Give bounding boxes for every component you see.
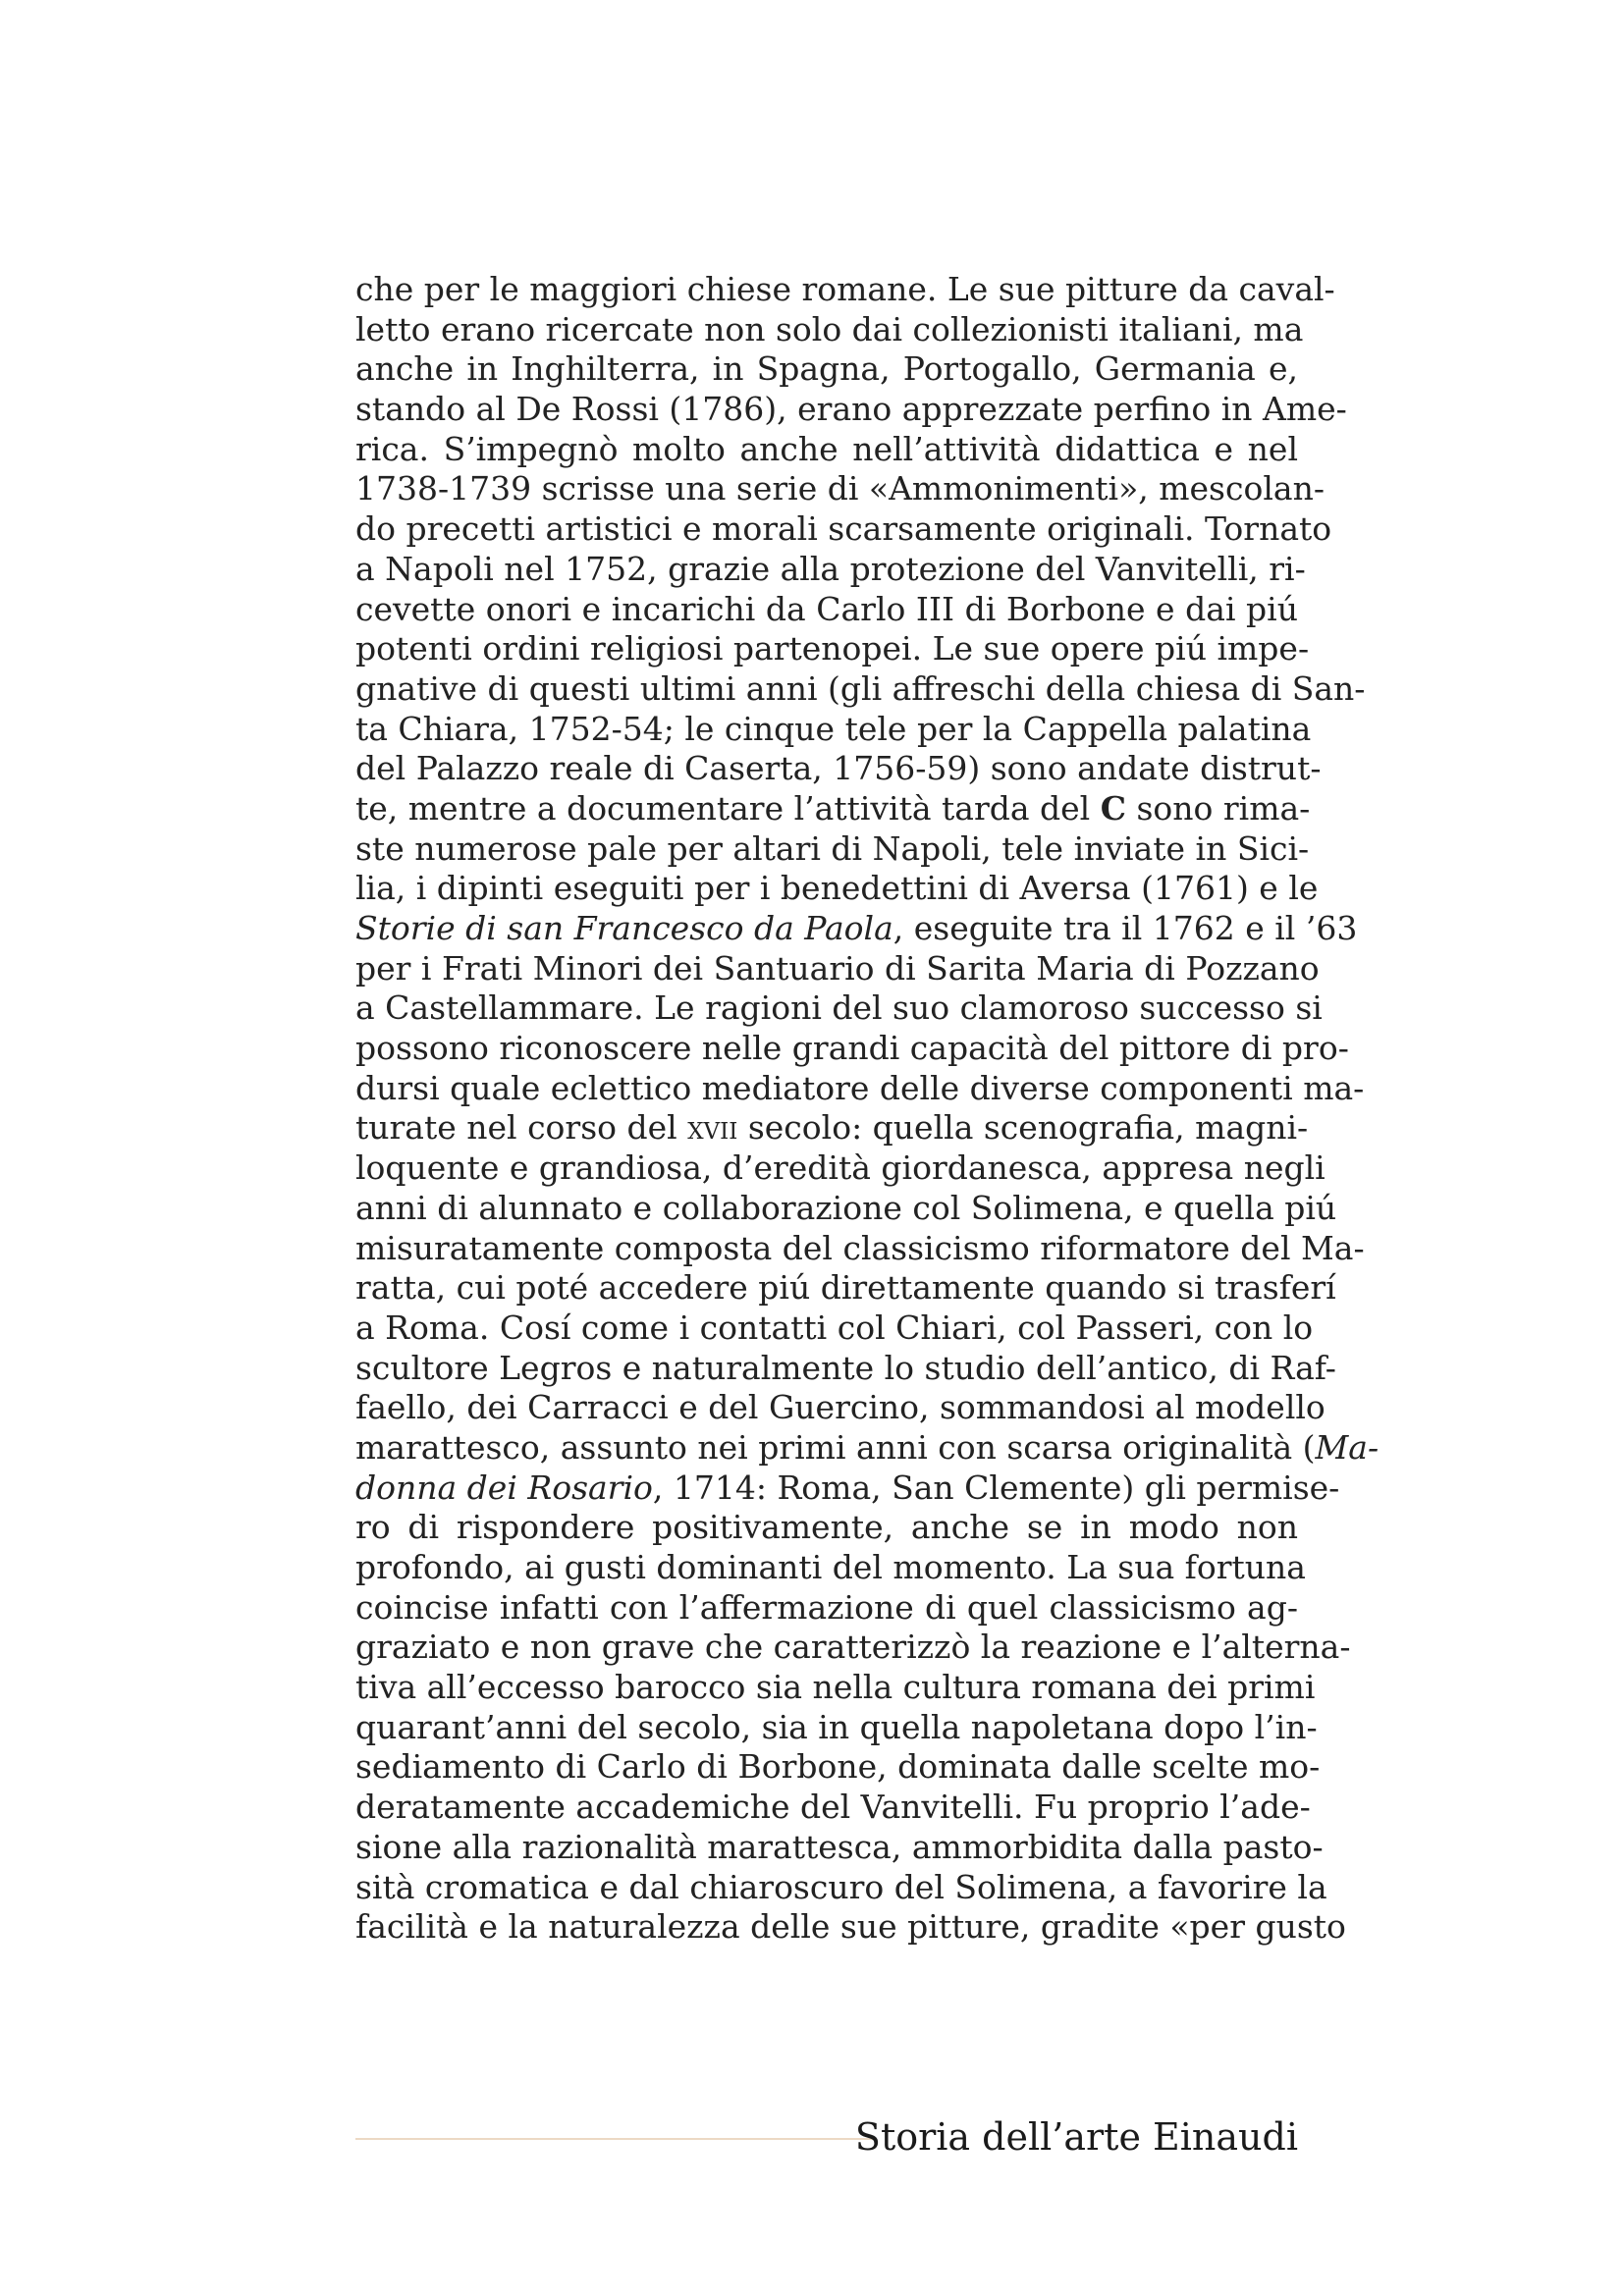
text-line — [355, 509, 1332, 550]
text-run: gnative di questi ultimi anni (gli affreschi della chiesa di San- — [355, 668, 1366, 708]
text-run: te, mentre a documentare l’attività tarda del — [355, 788, 1101, 828]
text-run: del Palazzo reale di Caserta, 1756-59) sono andate distrut- — [355, 749, 1322, 788]
text-run: quarant’anni del secolo, sia in quella napoletana dopo l’in- — [355, 1707, 1318, 1746]
text-run: a Castellammare. Le ragioni del suo clamoroso successo si — [355, 988, 1323, 1028]
text-line — [355, 709, 1312, 750]
text-line — [355, 1108, 1309, 1148]
text-run: letto erano ricercate non solo dai collezionisti italiani, ma — [355, 309, 1304, 348]
text-run: anche in Inghilterra, in Spagna, Portogallo, Germania e, — [355, 349, 1298, 389]
body-text — [355, 270, 1380, 1948]
text-line — [355, 1668, 1316, 1708]
text-run: sione alla razionalità marattesca, ammorbidita dalla pasto- — [355, 1827, 1324, 1866]
text-line — [355, 1029, 1349, 1069]
text-run: faello, dei Carracci e del Guercino, sommandosi al modello — [355, 1388, 1325, 1427]
text-line — [355, 309, 1304, 350]
text-line — [355, 1628, 1351, 1668]
text-line — [355, 1188, 1337, 1229]
text-run: ta Chiara, 1752-54; le cinque tele per la Cappella palatina — [355, 709, 1312, 748]
text-run: facilità e la naturalezza delle sue pitture, gradite «per gusto — [355, 1907, 1346, 1947]
text-run: loquente e grandiosa, d’eredità giordanesca, appresa negli — [355, 1148, 1325, 1188]
text-line — [355, 668, 1366, 710]
text-run: sono rima- — [1125, 788, 1311, 828]
text-run: cevette onori e incarichi da Carlo III di Borbone e dai piú — [355, 589, 1298, 628]
text-line — [355, 1427, 1380, 1468]
text-run: potenti ordini religiosi partenopei. Le sue opere piú impe- — [355, 629, 1310, 668]
text-line — [355, 1747, 1321, 1788]
text-line — [355, 1388, 1325, 1428]
footer-title: Storia dell’arte Einaudi — [854, 2115, 1298, 2159]
text-line — [355, 788, 1311, 829]
text-run: scultore Legros e naturalmente lo studio dell’antico, di Raf- — [355, 1348, 1336, 1387]
text-line — [355, 1308, 1314, 1349]
footer-rule — [355, 2138, 876, 2140]
text-line — [355, 1068, 1365, 1109]
text-run: misuratamente composta del classicismo riformatore del Ma- — [355, 1228, 1365, 1267]
text-run: profondo, ai gusti dominanti del momento. La sua fortuna — [355, 1548, 1306, 1586]
text-run: turate nel corso del — [355, 1108, 688, 1148]
text-line — [355, 948, 1320, 989]
text-line — [355, 1707, 1318, 1748]
text-line — [355, 349, 1298, 390]
text-line — [355, 1588, 1298, 1629]
text-run: , eseguite tra il 1762 e il ’63 — [893, 909, 1358, 947]
text-run: per i Frati Minori dei Santuario di Sarita Maria di Pozzano — [355, 948, 1320, 988]
text-line — [355, 749, 1322, 789]
text-line — [355, 590, 1298, 630]
text-line — [355, 270, 1335, 310]
text-line — [355, 430, 1298, 470]
text-line — [355, 1867, 1327, 1908]
text-line — [355, 869, 1319, 909]
text-run: possono riconoscere nelle grandi capacità del pittore di pro- — [355, 1029, 1349, 1068]
text-run: a Roma. Cosí come i contatti col Chiari, col Passeri, con lo — [355, 1308, 1314, 1347]
emphasis-text: xvii — [687, 1108, 738, 1148]
text-run: che per le maggiori chiese romane. Le sue pitture da caval- — [355, 270, 1335, 308]
text-run: rica. S’impegnò molto anche nell’attività didattica e nel — [355, 429, 1298, 468]
text-run: a Napoli nel 1752, grazie alla protezione del Vanvitelli, ri- — [355, 549, 1306, 588]
text-run: ro di rispondere positivamente, anche se in modo non — [355, 1508, 1298, 1547]
text-run: do precetti artistici e morali scarsamente originali. Tornato — [355, 509, 1332, 549]
text-run: ste numerose pale per altari di Napoli, tele inviate in Sici- — [355, 828, 1310, 868]
text-run: 1738-1739 scrisse una serie di «Ammonimenti», mescolan- — [355, 469, 1325, 508]
text-run: ratta, cui poté accedere piú direttamente quando si trasferí — [355, 1268, 1336, 1308]
text-run: tiva all’eccesso barocco sia nella cultura romana dei primi — [355, 1668, 1316, 1707]
text-line — [355, 828, 1310, 870]
text-line — [355, 1548, 1306, 1588]
text-line — [355, 1148, 1325, 1189]
text-run: coincise infatti con l’affermazione di quel classicismo ag- — [355, 1587, 1298, 1627]
text-run: graziato e non grave che caratterizzò la reazione e l’alterna- — [355, 1628, 1351, 1667]
emphasis-text: Storie di san Francesco da Paola — [355, 909, 893, 947]
text-line — [355, 1268, 1336, 1308]
emphasis-text: C — [1100, 788, 1126, 828]
text-run: lia, i dipinti eseguiti per i benedettini di Aversa (1761) e le — [355, 869, 1319, 908]
emphasis-text: donna dei Rosario — [355, 1468, 653, 1507]
text-line — [355, 1907, 1346, 1948]
text-line — [355, 629, 1310, 669]
text-run: marattesco, assunto nei primi anni con scarsa originalità ( — [355, 1427, 1316, 1467]
text-line — [355, 1508, 1298, 1548]
text-line — [355, 1788, 1311, 1828]
text-line — [355, 549, 1306, 590]
text-line — [355, 469, 1325, 509]
text-line — [355, 390, 1347, 430]
text-run: stando al De Rossi (1786), erano apprezzate perfino in Ame- — [355, 390, 1347, 429]
text-run: dursi quale eclettico mediatore delle diverse componenti ma- — [355, 1068, 1365, 1107]
emphasis-text: Ma- — [1315, 1427, 1380, 1467]
text-run: deratamente accademiche del Vanvitelli. Fu proprio l’ade- — [355, 1788, 1311, 1827]
text-line — [355, 1228, 1365, 1269]
text-line — [355, 1468, 1340, 1509]
text-line — [355, 988, 1323, 1029]
text-run: sità cromatica e dal chiaroscuro del Solimena, a favorire la — [355, 1867, 1327, 1906]
text-line — [355, 1827, 1324, 1868]
text-run: anni di alunnato e collaborazione col Solimena, e quella piú — [355, 1188, 1337, 1227]
text-line — [355, 909, 1358, 949]
text-run: secolo: quella scenografia, magni- — [737, 1108, 1309, 1148]
text-line — [355, 1348, 1336, 1389]
text-run: , 1714: Roma, San Clemente) gli permise- — [652, 1468, 1340, 1507]
text-run: sediamento di Carlo di Borbone, dominata dalle scelte mo- — [355, 1747, 1321, 1787]
